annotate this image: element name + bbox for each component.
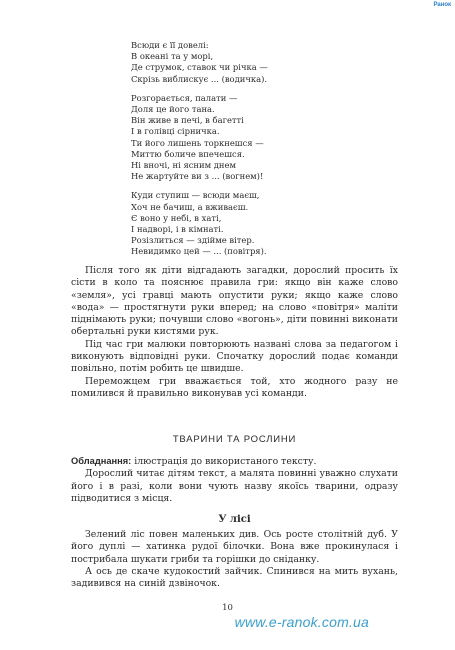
publisher-logo: Ранок [433, 2, 451, 8]
game-rules-text [71, 265, 398, 400]
verse-line: Миттю боличе впечешся. [131, 148, 245, 159]
verse-line: Ні вночі, ні ясним днем [131, 160, 236, 171]
verse-line: Скрізь виблискує ... (водичка). [131, 73, 268, 84]
verse-line: Всюди є її довелі: [131, 40, 209, 50]
paragraph: Дорослий читає дітям текст, а малята повинні уважно слухати його і в разі, коли вони чують назву якоїсь тварини, одразу підводитися з місця. [71, 468, 398, 504]
story-title: У лісі [218, 514, 251, 525]
riddle-stanza [131, 190, 361, 257]
verse-line: Не жартуйте ви з ... (вогнем)! [131, 171, 264, 182]
paragraph: Після того як діти відгадають загадки, дорослий просить їх сісти в коло та пояснює правила гри: якщо він каже слово «земля», усі гравці мають опустити руки; якщо каже слово «вода» — простягнути руки вперед; на слово «повітря» маліти піднімають руки; почувши слово «вогонь», діти повинні виконати обертальні руки кистями рук. [71, 265, 398, 338]
verse-line: І в голівці сірничка. [131, 126, 220, 137]
verse-line: Де струмок, ставок чи річка — [131, 62, 268, 73]
verse-line: Хоч не бачиш, а вживаєш. [131, 201, 249, 212]
riddle-stanza [131, 93, 361, 183]
story-text [71, 529, 398, 590]
equipment-label: Обладнання: [71, 456, 132, 466]
website-link[interactable]: www.e-ranok.com.ua [234, 614, 369, 630]
verse-line: Розізлиться — здійме вітер. [131, 235, 255, 246]
verse-line: Розгорається, палати — [131, 92, 238, 103]
verse-line: І надворі, і в кімнаті. [131, 224, 224, 235]
verse-line: Ти його лишень торкнешся — [131, 137, 264, 148]
equipment-line [71, 455, 398, 468]
verse-line: Куди ступиш — всюди маєш, [131, 190, 260, 201]
paragraph: А ось де скаче кудокостий зайчик. Спинився на мить вухань, задивився на синій дзвіночок. [71, 565, 398, 590]
page-number: 10 [222, 603, 233, 613]
paragraph: Переможцем гри вважається той, хто жодного разу не помилився й правильно виконував усі команди. [71, 375, 398, 399]
paragraph: Під час гри малюки повторюють названі слова за педагогом і виконують відповідні руки. Спочатку дорослий подає команди повільно, потім робить це швидше. [71, 338, 398, 375]
riddle-verses [131, 40, 361, 266]
section-heading: ТВАРИНИ ТА РОСЛИНИ [172, 434, 297, 445]
verse-line: Є воно у небі, в хаті, [131, 212, 222, 223]
paragraph: Зелений ліс повен маленьких див. Ось росте столітній дуб. У його дуплі — хатинка рудої білочки. Вона вже прокинулася і пострибала шукати гриби та горішки до сніданку. [71, 529, 398, 565]
verse-line: Доля це його тана. [131, 104, 215, 115]
verse-line: Він живе в печі, в багетті [131, 115, 244, 126]
equipment-block [71, 455, 398, 505]
equipment-text: ілюстрація до використаного тексту. [131, 456, 317, 467]
riddle-stanza [131, 40, 361, 85]
verse-line: Невидимко цей — ... (повітря). [131, 246, 267, 257]
verse-line: В океані та у морі, [131, 51, 214, 62]
